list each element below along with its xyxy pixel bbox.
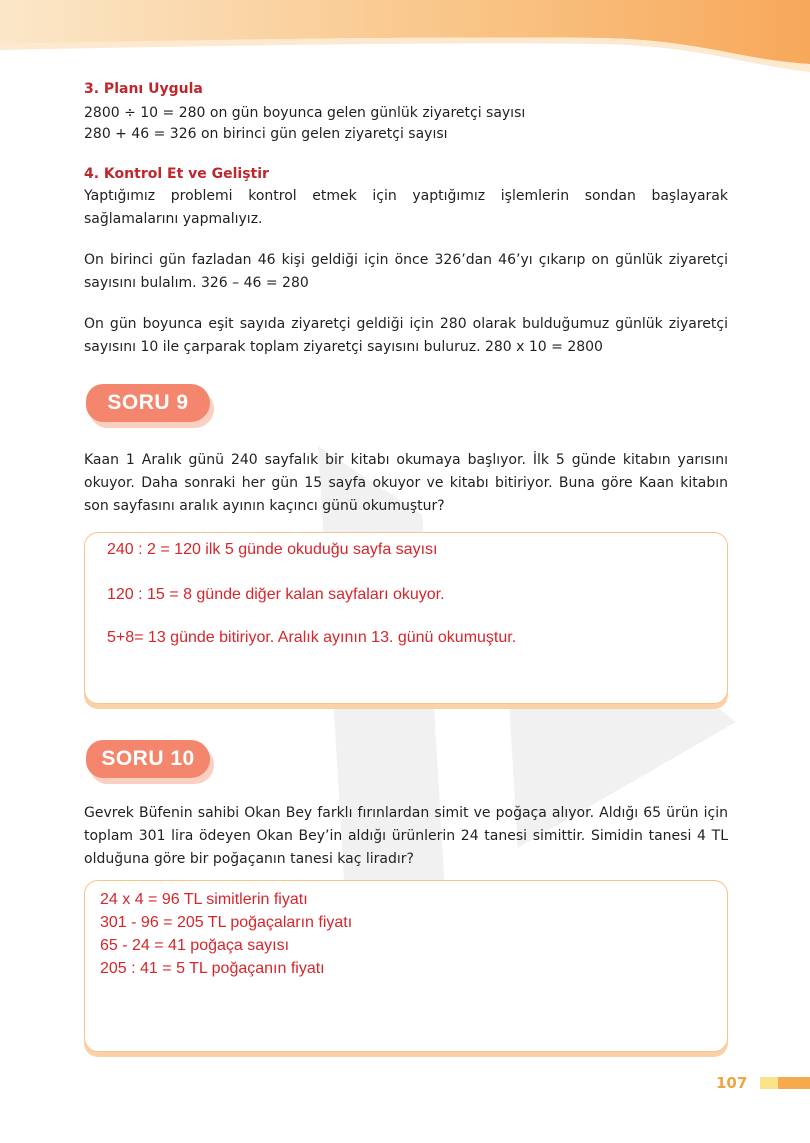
soru-9-question: Kaan 1 Aralık günü 240 sayfalık bir kitabı okumaya başlıyor. İlk 5 günde kitabın yarısını okuyor. Daha sonraki her gün 15 sayfa okuyor ve kitabı bitiriyor. Buna göre Kaan kitabın son sayfasını aralık ayının kaçıncı günü okumuştur?: [84, 452, 728, 514]
section-4-paragraph-1: Yaptığımız problemi kontrol etmek için yaptığımız işlemlerin sondan başlayarak sağlamalarını yapmalıyız.: [84, 188, 728, 227]
soru-10-question: Gevrek Büfenin sahibi Okan Bey farklı fırınlardan simit ve poğaça alıyor. Aldığı 65 ürün için toplam 301 lira ödeyen Okan Bey’in aldığı ürünlerin 24 tanesi simittir. Simidin tanesi 4 TL olduğuna göre bir poğaçanın tanesi kaç liradır?: [84, 805, 728, 867]
top-banner: [0, 0, 810, 80]
soru-10-answer-3: 65 - 24 = 41 poğaça sayısı: [100, 937, 290, 954]
soru-9-answer-box: [84, 532, 728, 704]
soru-10-answer-box: [84, 880, 728, 1052]
soru-10-answer-2: 301 - 96 = 205 TL poğaçaların fiyatı: [100, 914, 353, 931]
soru-9-badge: SORU 9: [86, 384, 210, 422]
soru-10-answer-1: 24 x 4 = 96 TL simitlerin fiyatı: [100, 891, 308, 908]
soru-10-badge: SORU 10: [86, 740, 210, 778]
section-3-title: 3. Planı Uygula: [84, 81, 203, 97]
section-4-paragraph-2: On birinci gün fazladan 46 kişi geldiği için önce 326’dan 46’yı çıkarıp on günlük ziyaretçi sayısını bulalım. 326 – 46 = 280: [84, 252, 728, 291]
section-3-line-2: 280 + 46 = 326 on birinci gün gelen ziyaretçi sayısı: [84, 126, 448, 142]
soru-9-answer-1: 240 : 2 = 120 ilk 5 günde okuduğu sayfa sayısı: [107, 541, 438, 558]
soru-10-answer-4: 205 : 41 = 5 TL poğaçanın fiyatı: [100, 960, 325, 977]
page-bar-accent-dark: [778, 1077, 810, 1089]
page-number: 107: [716, 1074, 748, 1092]
soru-9-answer-2: 120 : 15 = 8 günde diğer kalan sayfaları okuyor.: [107, 586, 445, 603]
section-3-line-1: 2800 ÷ 10 = 280 on gün boyunca gelen günlük ziyaretçi sayısı: [84, 105, 526, 121]
section-4-title: 4. Kontrol Et ve Geliştir: [84, 166, 269, 182]
page-bar-accent-light: [760, 1077, 778, 1089]
section-4-paragraph-3: On gün boyunca eşit sayıda ziyaretçi geldiği için 280 olarak bulduğumuz günlük ziyaretçi sayısını 10 ile çarparak toplam ziyaretçi sayısını buluruz. 280 x 10 = 2800: [84, 316, 728, 355]
soru-9-answer-3: 5+8= 13 günde bitiriyor. Aralık ayının 13. günü okumuştur.: [107, 629, 517, 646]
